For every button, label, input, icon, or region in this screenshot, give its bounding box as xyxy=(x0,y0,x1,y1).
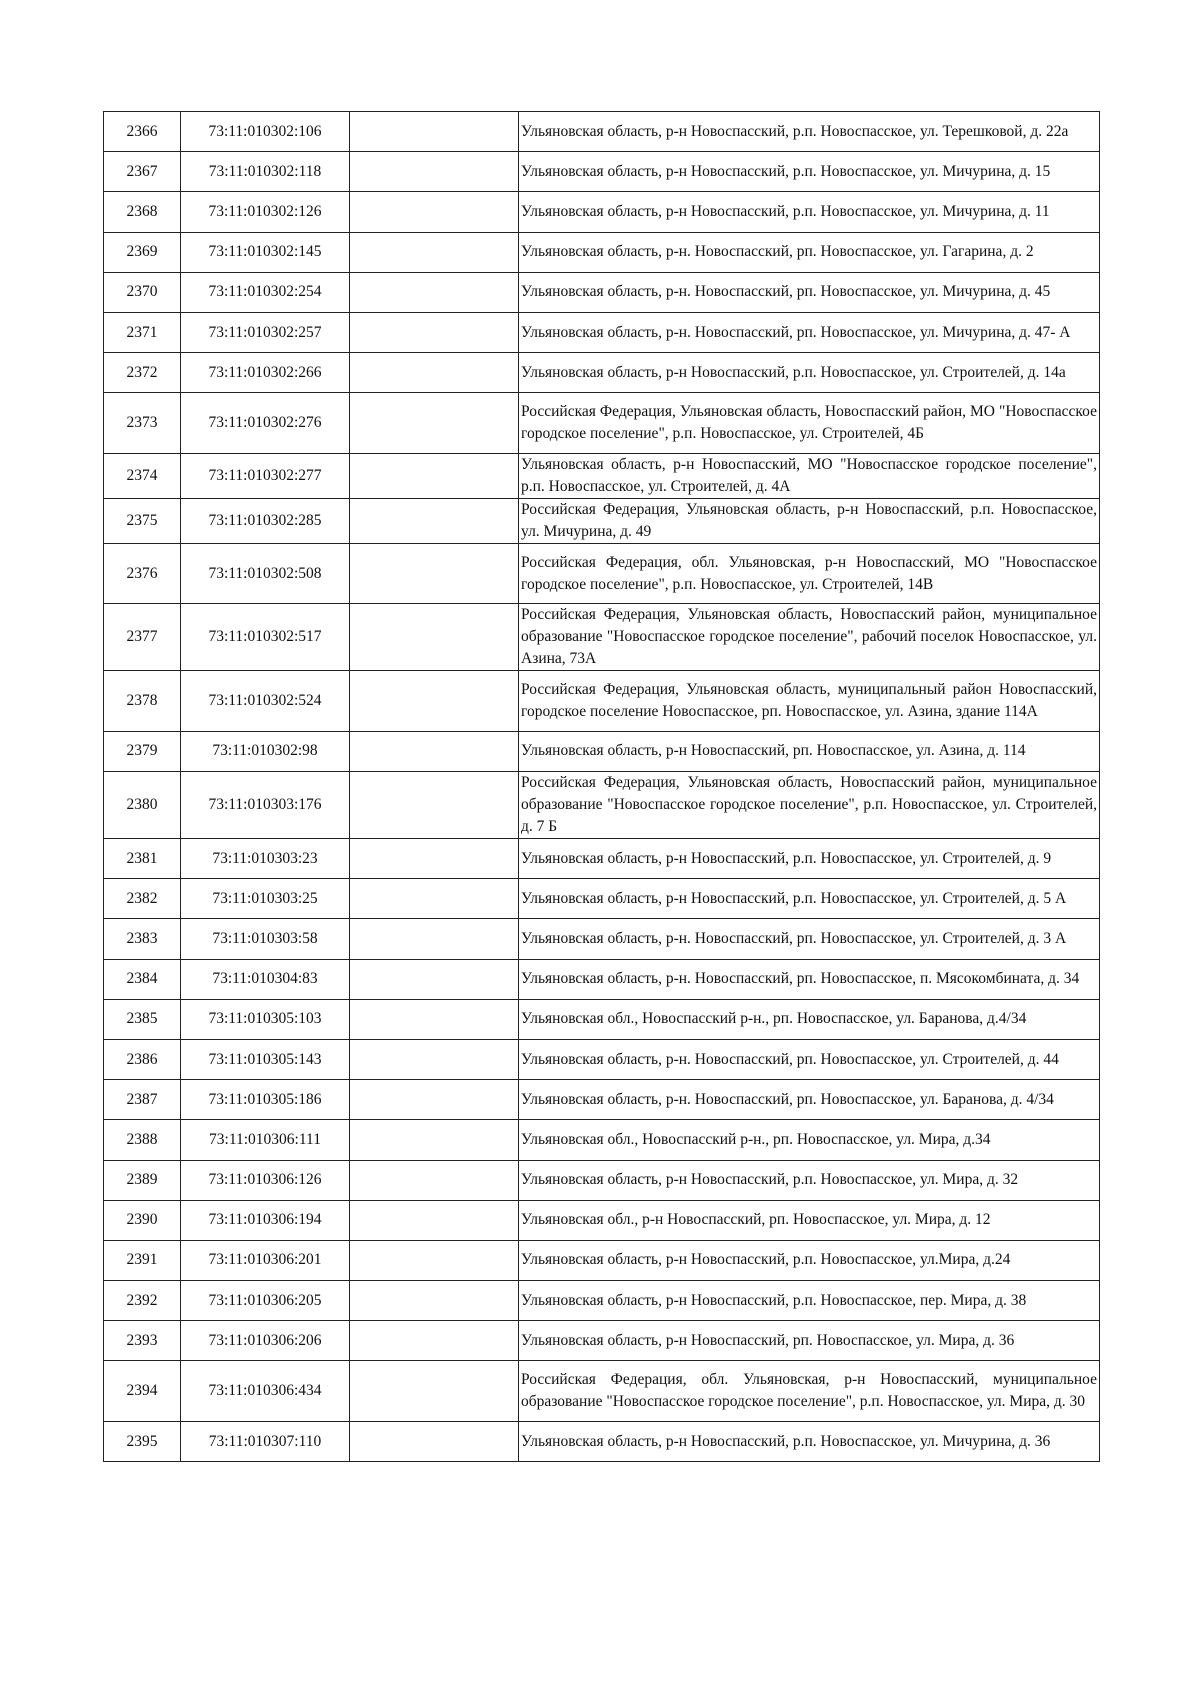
address: Ульяновская область, р-н Новоспасский, р.п. Новоспасское, ул. Мичурина, д. 15 xyxy=(519,152,1100,192)
table-row xyxy=(104,1421,1100,1461)
empty-cell xyxy=(350,959,519,999)
empty-cell xyxy=(350,671,519,732)
empty-cell xyxy=(350,232,519,272)
empty-cell xyxy=(350,393,519,454)
address: Ульяновская обл., Новоспасский р-н., рп. Новоспасское, ул. Мира, д.34 xyxy=(519,1120,1100,1160)
address: Российская Федерация, Ульяновская область, Новоспасский район, МО "Новоспасское городское поселение", р.п. Новоспасское, ул. Строителей, 4Б xyxy=(519,393,1100,454)
cadastral-number: 73:11:010302:277 xyxy=(181,453,350,498)
row-number: 2374 xyxy=(104,453,181,498)
table-row xyxy=(104,353,1100,393)
address: Ульяновская область, р-н. Новоспасский, рп. Новоспасское, ул. Строителей, д. 44 xyxy=(519,1039,1100,1079)
table-row xyxy=(104,839,1100,879)
cadastral-number: 73:11:010306:434 xyxy=(181,1361,350,1422)
empty-cell xyxy=(350,1080,519,1120)
row-number: 2367 xyxy=(104,152,181,192)
address: Ульяновская область, р-н Новоспасский, р.п. Новоспасское, ул. Строителей, д. 5 А xyxy=(519,879,1100,919)
cadastral-number: 73:11:010306:111 xyxy=(181,1120,350,1160)
cadastral-number: 73:11:010307:110 xyxy=(181,1421,350,1461)
empty-cell xyxy=(350,272,519,312)
row-number: 2371 xyxy=(104,312,181,352)
empty-cell xyxy=(350,839,519,879)
row-number: 2369 xyxy=(104,232,181,272)
table-row xyxy=(104,671,1100,732)
table-row xyxy=(104,1281,1100,1321)
table-row xyxy=(104,1200,1100,1240)
row-number: 2372 xyxy=(104,353,181,393)
address: Ульяновская область, р-н. Новоспасский, рп. Новоспасское, ул. Гагарина, д. 2 xyxy=(519,232,1100,272)
empty-cell xyxy=(350,192,519,232)
address: Ульяновская область, р-н Новоспасский, р.п. Новоспасское, ул. Терешковой, д. 22а xyxy=(519,112,1100,152)
row-number: 2392 xyxy=(104,1281,181,1321)
address: Ульяновская обл., р-н Новоспасский, рп. Новоспасское, ул. Мира, д. 12 xyxy=(519,1200,1100,1240)
address: Российская Федерация, Ульяновская область, Новоспасский район, муниципальное образование "Новоспасское городское поселение", р.п. Новоспасское, ул. Строителей, д. 7 Б xyxy=(519,772,1100,839)
row-number: 2382 xyxy=(104,879,181,919)
cadastral-number: 73:11:010302:118 xyxy=(181,152,350,192)
address: Ульяновская область, р-н. Новоспасский, рп. Новоспасское, ул. Мичурина, д. 45 xyxy=(519,272,1100,312)
cadastral-number: 73:11:010302:266 xyxy=(181,353,350,393)
table-row xyxy=(104,152,1100,192)
empty-cell xyxy=(350,919,519,959)
cadastral-number: 73:11:010303:176 xyxy=(181,772,350,839)
row-number: 2377 xyxy=(104,604,181,671)
cadastral-number: 73:11:010302:276 xyxy=(181,393,350,454)
row-number: 2378 xyxy=(104,671,181,732)
cadastral-number: 73:11:010306:206 xyxy=(181,1321,350,1361)
table-row xyxy=(104,731,1100,771)
row-number: 2368 xyxy=(104,192,181,232)
table-row xyxy=(104,879,1100,919)
empty-cell xyxy=(350,453,519,498)
cadastral-number: 73:11:010306:201 xyxy=(181,1240,350,1280)
cadastral-number: 73:11:010305:103 xyxy=(181,999,350,1039)
cadastral-number: 73:11:010302:517 xyxy=(181,604,350,671)
row-number: 2386 xyxy=(104,1039,181,1079)
address: Ульяновская обл., Новоспасский р-н., рп. Новоспасское, ул. Баранова, д.4/34 xyxy=(519,999,1100,1039)
table-row xyxy=(104,1240,1100,1280)
empty-cell xyxy=(350,152,519,192)
row-number: 2383 xyxy=(104,919,181,959)
table-row xyxy=(104,1080,1100,1120)
address: Российская Федерация, обл. Ульяновская, р-н Новоспасский, муниципальное образование "Новоспасское городское поселение", р.п. Новоспасское, ул. Мира, д. 30 xyxy=(519,1361,1100,1422)
address: Ульяновская область, р-н Новоспасский, р.п. Новоспасское, ул. Мичурина, д. 36 xyxy=(519,1421,1100,1461)
address: Ульяновская область, р-н Новоспасский, р.п. Новоспасское, ул. Строителей, д. 14а xyxy=(519,353,1100,393)
row-number: 2395 xyxy=(104,1421,181,1461)
empty-cell xyxy=(350,1160,519,1200)
empty-cell xyxy=(350,498,519,543)
cadastral-number: 73:11:010302:145 xyxy=(181,232,350,272)
table-row xyxy=(104,959,1100,999)
table-row xyxy=(104,272,1100,312)
address: Российская Федерация, Ульяновская область, Новоспасский район, муниципальное образование "Новоспасское городское поселение", рабочий поселок Новоспасское, ул. Азина, 73А xyxy=(519,604,1100,671)
cadastral-number: 73:11:010302:106 xyxy=(181,112,350,152)
address: Ульяновская область, р-н Новоспасский, р.п. Новоспасское, ул.Мира, д.24 xyxy=(519,1240,1100,1280)
cadastral-number: 73:11:010302:508 xyxy=(181,543,350,604)
cadastral-number: 73:11:010306:194 xyxy=(181,1200,350,1240)
empty-cell xyxy=(350,1361,519,1422)
table-row xyxy=(104,393,1100,454)
cadastral-number: 73:11:010306:205 xyxy=(181,1281,350,1321)
table-row xyxy=(104,453,1100,498)
row-number: 2366 xyxy=(104,112,181,152)
table-row xyxy=(104,498,1100,543)
table-row xyxy=(104,312,1100,352)
table-row xyxy=(104,1160,1100,1200)
address: Ульяновская область, р-н Новоспасский, р.п. Новоспасское, ул. Строителей, д. 9 xyxy=(519,839,1100,879)
table-row xyxy=(104,232,1100,272)
address: Ульяновская область, р-н Новоспасский, р.п. Новоспасское, ул. Мичурина, д. 11 xyxy=(519,192,1100,232)
address: Российская Федерация, Ульяновская область, муниципальный район Новоспасский, городское поселение Новоспасское, рп. Новоспасское, ул. Азина, здание 114А xyxy=(519,671,1100,732)
address: Ульяновская область, р-н Новоспасский, МО "Новоспасское городское поселение", р.п. Новоспасское, ул. Строителей, д. 4А xyxy=(519,453,1100,498)
address: Российская Федерация, Ульяновская область, р-н Новоспасский, р.п. Новоспасское, ул. Мичурина, д. 49 xyxy=(519,498,1100,543)
address: Российская Федерация, обл. Ульяновская, р-н Новоспасский, МО "Новоспасское городское поселение", р.п. Новоспасское, ул. Строителей, 14В xyxy=(519,543,1100,604)
table-row xyxy=(104,1039,1100,1079)
row-number: 2380 xyxy=(104,772,181,839)
empty-cell xyxy=(350,604,519,671)
cadastral-number: 73:11:010303:58 xyxy=(181,919,350,959)
address: Ульяновская область, р-н. Новоспасский, рп. Новоспасское, п. Мясокомбината, д. 34 xyxy=(519,959,1100,999)
row-number: 2375 xyxy=(104,498,181,543)
table-row xyxy=(104,112,1100,152)
row-number: 2385 xyxy=(104,999,181,1039)
row-number: 2370 xyxy=(104,272,181,312)
cadastral-number: 73:11:010305:143 xyxy=(181,1039,350,1079)
address: Ульяновская область, р-н Новоспасский, рп. Новоспасское, ул. Азина, д. 114 xyxy=(519,731,1100,771)
table-row xyxy=(104,999,1100,1039)
empty-cell xyxy=(350,543,519,604)
address: Ульяновская область, р-н Новоспасский, рп. Новоспасское, ул. Мира, д. 36 xyxy=(519,1321,1100,1361)
table-body xyxy=(104,112,1100,1462)
empty-cell xyxy=(350,1120,519,1160)
table-row xyxy=(104,1321,1100,1361)
empty-cell xyxy=(350,1421,519,1461)
empty-cell xyxy=(350,772,519,839)
table-row xyxy=(104,604,1100,671)
table-row xyxy=(104,919,1100,959)
table-row xyxy=(104,1361,1100,1422)
empty-cell xyxy=(350,112,519,152)
row-number: 2379 xyxy=(104,731,181,771)
table-row xyxy=(104,772,1100,839)
cadastral-number: 73:11:010302:257 xyxy=(181,312,350,352)
cadastral-number: 73:11:010302:126 xyxy=(181,192,350,232)
cadastral-number: 73:11:010302:285 xyxy=(181,498,350,543)
address: Ульяновская область, р-н. Новоспасский, рп. Новоспасское, ул. Строителей, д. 3 А xyxy=(519,919,1100,959)
row-number: 2389 xyxy=(104,1160,181,1200)
table-row xyxy=(104,543,1100,604)
cadastral-number: 73:11:010302:524 xyxy=(181,671,350,732)
empty-cell xyxy=(350,1240,519,1280)
cadastral-number: 73:11:010306:126 xyxy=(181,1160,350,1200)
row-number: 2388 xyxy=(104,1120,181,1160)
row-number: 2387 xyxy=(104,1080,181,1120)
row-number: 2393 xyxy=(104,1321,181,1361)
cadastral-number: 73:11:010305:186 xyxy=(181,1080,350,1120)
table-row xyxy=(104,1120,1100,1160)
table-row xyxy=(104,192,1100,232)
empty-cell xyxy=(350,879,519,919)
empty-cell xyxy=(350,1200,519,1240)
row-number: 2381 xyxy=(104,839,181,879)
address: Ульяновская область, р-н. Новоспасский, рп. Новоспасское, ул. Мичурина, д. 47- А xyxy=(519,312,1100,352)
empty-cell xyxy=(350,1039,519,1079)
row-number: 2373 xyxy=(104,393,181,454)
cadastral-number: 73:11:010302:254 xyxy=(181,272,350,312)
cadastral-number: 73:11:010304:83 xyxy=(181,959,350,999)
cadastral-number: 73:11:010303:23 xyxy=(181,839,350,879)
row-number: 2391 xyxy=(104,1240,181,1280)
cadastral-number: 73:11:010302:98 xyxy=(181,731,350,771)
empty-cell xyxy=(350,1321,519,1361)
cadastral-table xyxy=(103,111,1100,1462)
cadastral-number: 73:11:010303:25 xyxy=(181,879,350,919)
empty-cell xyxy=(350,731,519,771)
empty-cell xyxy=(350,312,519,352)
address: Ульяновская область, р-н Новоспасский, р.п. Новоспасское, ул. Мира, д. 32 xyxy=(519,1160,1100,1200)
address: Ульяновская область, р-н Новоспасский, р.п. Новоспасское, пер. Мира, д. 38 xyxy=(519,1281,1100,1321)
empty-cell xyxy=(350,1281,519,1321)
empty-cell xyxy=(350,353,519,393)
address: Ульяновская область, р-н. Новоспасский, рп. Новоспасское, ул. Баранова, д. 4/34 xyxy=(519,1080,1100,1120)
row-number: 2390 xyxy=(104,1200,181,1240)
row-number: 2394 xyxy=(104,1361,181,1422)
row-number: 2376 xyxy=(104,543,181,604)
empty-cell xyxy=(350,999,519,1039)
row-number: 2384 xyxy=(104,959,181,999)
